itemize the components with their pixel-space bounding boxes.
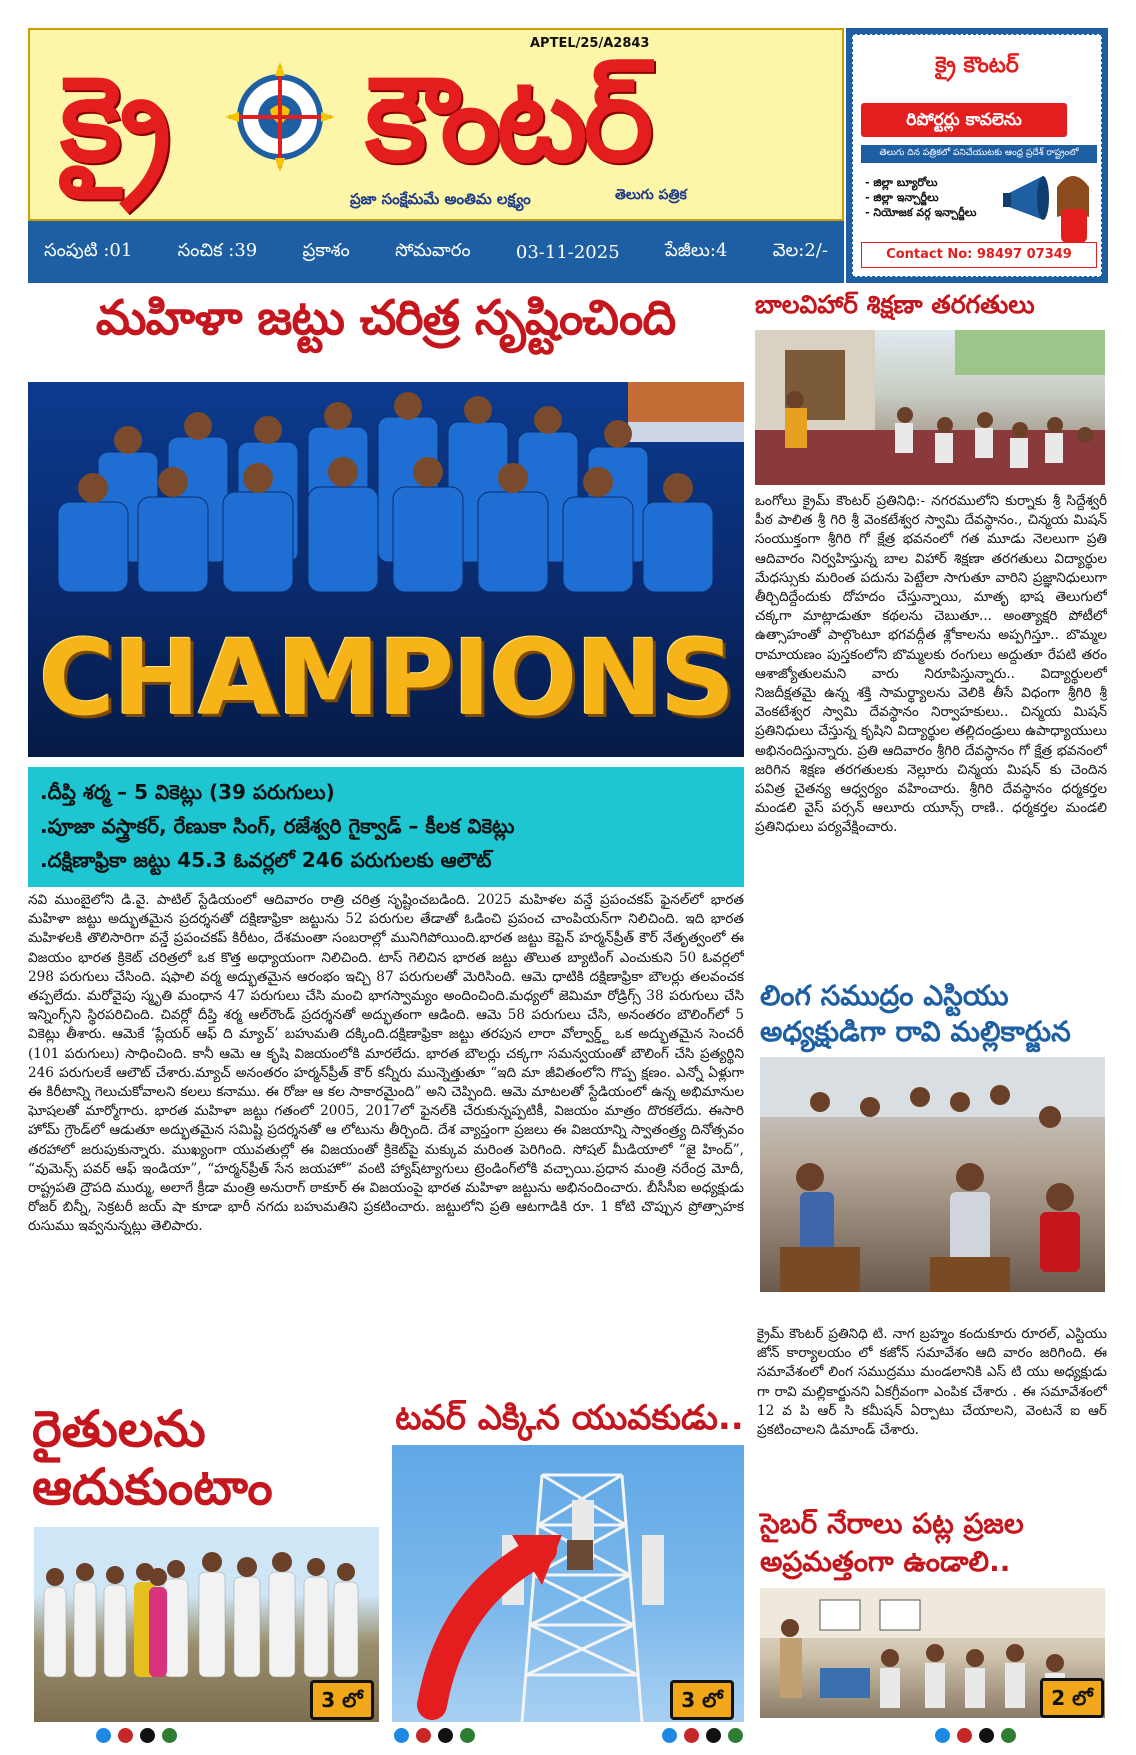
masthead	[28, 28, 844, 221]
price: వెల:2/-	[772, 239, 828, 261]
black-dot	[438, 1728, 453, 1743]
highlight-item: .దక్షిణాఫ్రికా జట్టు 45.3 ఓవర్లలో 246 పరుగులకు ఆలౌట్	[40, 848, 492, 872]
ad-position-item: - జిల్లా ఇన్చార్జీలు	[865, 191, 939, 204]
highlight-item: .పూజా వస్త్రాకర్, రేణుకా సింగ్, రజేశ్వరి గైక్వాడ్ – కీలక వికెట్లు	[40, 814, 515, 838]
issue-info-bar	[28, 221, 844, 283]
main-article-body: నవి ముంబైలోని డి.వై. పాటిల్ స్టేడియంలో ఆదివారం రాత్రి చరిత్ర సృష్టించబడింది. 2025 మహిళల వన్డే ప్రపంచకప్ ఫైనల్‌లో భారత మహిళా జట్టు అద్భుతమైన ప్రదర్శనతో దక్షిణాఫ్రికా జట్టును 52 పరుగుల తేడాతో ఓడించి ప్రపంచ చాంపియన్‌గా నిలిచింది. ఇది భారత మహిళలకి తొలిసారిగా వన్డే ప్రపంచకప్ కిరీటం, దేశమంతా సంబరాల్లో మునిగిపోయింది.భారత జట్టు కెప్టెన్ హర్మన్‌ప్రీత్ కౌర్ నేతృత్వంలో ఈ విజయం భారత క్రికెట్ చరిత్రలో ఒక కొత్త అధ్యాయంగా నిలిచింది. టాస్ గెలిచిన భారత జట్టు తొలుత బ్యాటింగ్ ఎంచుకుని 50 ఓవర్లలో 298 పరుగులు చేసింది. షఫాలి వర్మ అద్భుతమైన ఆరంభం ఇచ్చి 87 పరుగులతో మెరిసింది. ఆమె ధాటికి దక్షిణాఫ్రికా బౌలర్లు తలవంచక తప్పలేదు. మరోవైపు స్మృతి మంధాన 47 పరుగులు చేసి మంచి భాగస్వామ్యం అందించింది.మధ్యలో జెమిమా రోడ్రిగ్స్ 38 పరుగులు చేసి ఇన్నింగ్స్‌ని స్థిరపరిచింది. చివర్లో దీప్తి శర్మ ఆల్‌రౌండ్ ప్రదర్శనతో అద్భుతంగా ఆడింది. ఆమె 58 పరుగులు చేసి, అనంతరం బౌలింగ్‌లో 5 వికెట్లు తీశారు. ఆమెకే ‘ప్లేయర్ ఆఫ్ ది మ్యాచ్’ బహుమతి దక్కింది.దక్షిణాఫ్రికా జట్టు తరపున లారా వోల్వార్డ్ట్ ఒక అద్భుతమైన సెంచరీ (101 పరుగులు) సాధించింది. కానీ ఆమె ఆ కృషి విజయంలోకి మారలేదు. భారత బౌలర్లు చక్కగా సమన్వయంతో బౌలింగ్ చేసి ప్రత్యర్థిని 246 పరుగులకే ఆలౌట్ చేశారు.మ్యాచ్ అనంతరం హర్మన్‌ప్రీత్ కౌర్ కన్నీరు మున్నెత్తుతూ “ఇది మా జీవితంలోని గొప్ప క్షణం. ఎన్నో ఏళ్లుగా ఈ కిరీటాన్ని గెలుచుకోవాలని కలలు కనాము. ఈ రోజు ఆ కల సాకారమైంది” అని చెప్పింది. ఆమె మాటలతో స్టేడియంలో ఉన్న అభిమానుల ఘోషలతో మార్మోగారు. భారత మహిళా జట్టు గతంలో 2005, 2017లో ఫైనల్‌కి చేరుకున్నప్పటికీ, విజయం మాత్రం దొరకలేదు. ఈసారి హోమ్ గ్రౌండ్‌లో ఆడుతూ అద్భుతమైన సమిష్టి ప్రదర్శనతో ఆ లోటును తీర్చింది. దేశ వ్యాప్తంగా ప్రజలు ఈ విజయాన్ని స్వాతంత్ర్య దినోత్సవం తరహాలో జరుపుకున్నారు. ముఖ్యంగా యువతుల్లో ఈ విజయంతో క్రికెట్‌పై మక్కువ మరింత పెరిగింది. సోషల్ మీడియాలో “జై హింద్”, “వుమెన్స్ పవర్ ఆఫ్ ఇండియా”, “హర్మన్‌ప్రీత్ సేన జయహో” వంటి హ్యాష్‌ట్యాగులు ట్రెండింగ్‌లోకి వచ్చాయి.ప్రధాన మంత్రి నరేంద్ర మోదీ, రాష్ట్రపతి ద్రౌపది ముర్ము, అలాగే క్రీడా మంత్రి అనురాగ్ ఠాకూర్ ఈ విజయంపై భారత మహిళా జట్టును అభినందించారు. బీసీసీఐ అధ్యక్షుడు రోజర్ బిన్నీ, సెక్రటరీ జయ్ షా కూడా భారీ నగదు బహుమతిని ప్రకటించారు. జట్టులోని ప్రతి ఆటగాడికి రూ. 1 కోటి చొప్పున ప్రోత్సాహక రుసుము ఇవ్వనున్నట్లు తెలిపారు.	[28, 892, 744, 1235]
tower-teaser-headline: టవర్ ఎక్కిన యువకుడు..	[395, 1398, 744, 1438]
page-reference-badge: 2 లో	[1040, 1678, 1104, 1718]
volume-number: సంపుటి :01	[44, 239, 133, 261]
megaphone-icon	[1001, 163, 1097, 243]
reporters-wanted-ad	[846, 28, 1108, 283]
ad-position-item: - నియోజక వర్గ ఇన్చార్జీలు	[865, 206, 977, 219]
champions-team-photo	[28, 382, 744, 757]
decorative-dots	[662, 1728, 743, 1743]
red-dot	[957, 1728, 972, 1743]
balavihar-class-photo	[755, 330, 1105, 485]
green-dot	[460, 1728, 475, 1743]
black-dot	[140, 1728, 155, 1743]
registration-number: APTEL/25/A2843	[530, 36, 650, 51]
black-dot	[706, 1728, 721, 1743]
black-dot	[979, 1728, 994, 1743]
green-dot	[162, 1728, 177, 1743]
champions-banner-text: CHAMPIONS	[38, 617, 734, 739]
meeting-illustration	[760, 1057, 1105, 1292]
weekday: సోమవారం	[395, 239, 471, 261]
decorative-dots	[96, 1728, 177, 1743]
classroom-illustration	[755, 330, 1105, 485]
edition-place: ప్రకాశం	[302, 239, 350, 261]
ad-positions-list	[865, 175, 976, 220]
blue-dot	[96, 1728, 111, 1743]
newspaper-logo	[60, 44, 710, 194]
ad-title: క్రై కౌంటర్	[935, 53, 1019, 78]
cyber-crime-headline: సైబర్ నేరాలు పట్ల ప్రజల అప్రమత్తంగా ఉండాలి..	[760, 1507, 1024, 1578]
lingasamudram-article-body: క్రైమ్ కౌంటర్ ప్రతినిధి టి. నాగ బ్రహ్మం కందుకూరు రూరల్, ఎస్టియు జోన్ కార్యాలయం లో కజోన్ సమావేశం ఆది వారం జరిగింది. ఈ సమావేశంలో లింగ సముద్రము మండలానికి ఎస్ టి యు అధ్యక్షుడు గా రావి మల్లికార్జునని ఏకగ్రీవంగా ఎంపిక చేశారు . ఈ సమావేశంలో 12 వ పి ఆర్ సి కమీషన్ ఏర్పాటు చేయాలని, వెంటనే ఐ ఆర్ ప్రకటించాలని డిమాండ్ చేశారు.	[757, 1326, 1107, 1439]
decorative-dots	[935, 1728, 1016, 1743]
red-dot	[684, 1728, 699, 1743]
main-headline: మహిళా జట్టు చరిత్ర సృష్టించింది	[95, 290, 676, 346]
issue-date: 03-11-2025	[515, 241, 620, 263]
ad-position-item: - జిల్లా బ్యూరోలు	[865, 176, 938, 189]
red-dot	[416, 1728, 431, 1743]
page-count: పేజీలు:4	[664, 239, 728, 261]
paper-type-label: తెలుగు పత్రిక	[615, 187, 687, 203]
logo-text-part1: క్రై	[60, 50, 168, 188]
lingasamudram-headline: లింగ సముద్రం ఎస్టియు అధ్యక్షుడిగా రావి మల్లికార్జున	[760, 979, 1071, 1048]
balavihar-article-body: ఒంగోలు క్రైమ్ కౌంటర్ ప్రతినిధి:- నగరములోని కుర్నాకు శ్రీ సిద్దేశ్వరీ పీఠ పాలిత శ్రీ గిరి శ్రీ వెంకటేశ్వర స్వామి దేవస్థానం., చిన్మయ మిషన్ సంయుక్తంగా శ్రీగిరి గో క్షేత్ర భవనంలో గత మూడు నెలలుగా ప్రతి ఆదివారం నిర్వహిస్తున్న బాల విహార్ శిక్షణా తరగతులు విద్యార్థుల మేధస్సుకు మరింత పదును పెట్టేలా సాగుతూ వారిని ప్రజ్ఞానిధులుగా తీర్చిదిద్దేందుకు దోహదం చేస్తున్నాయి, మాతృ భాష తెలుగులో చక్కగా మాట్లాడుతూ కథలను చెబుతూ... అంత్యాక్షరి పోటీలో ఉత్సాహంతో పాల్గొంటూ భగవద్గీత శ్లోకాలను అప్పగిస్తూ.. బొమ్మల రామాయణం పుస్తకంలోని బొమ్మలకు రంగులు అద్దుతూ రేపటి తరం ఆశాజ్యోతులమని వారు నిరూపిస్తున్నారు.. విద్యార్థులలో నిజదీక్షతమై ఉన్న శక్తి సామర్థ్యాలను వెలికి తీసే విధంగా శ్రీగిరి శ్రీ వెంకటేశ్వర స్వామి దేవస్థానం నిర్వాహకులు.. చిన్మయ మిషన్ ప్రతినిధులు చేస్తున్న కృషిని విద్యార్థుల తల్లిదండ్రులు ఉపాధ్యాయులు అభినందిస్తున్నారు. ప్రతి ఆదివారం శ్రీగిరి దేవస్థానం గో క్షేత్ర భవనంలో జరిగిన శిక్షణ తరగతులకు నెల్లూరు చిన్మయ మిషన్ కు చెందిన పవిత్ర చైతన్య ఆధ్వర్యం వహించారు. శ్రీగిరి దేవస్థానం ధర్మకర్తల మండలి వైస్ పర్సన్ ఆలూరు యూన్స్ రాణి.. ధర్మకర్తల మండలి ప్రతినిధులు పర్యవేక్షించారు.	[755, 493, 1107, 836]
blue-dot	[935, 1728, 950, 1743]
blue-dot	[662, 1728, 677, 1743]
logo-text-part2: కౌంటర్	[365, 50, 650, 188]
issue-number: సంచిక :39	[177, 239, 258, 261]
highlight-item: .దీప్తి శర్మ – 5 వికెట్లు (39 పరుగులు)	[40, 780, 335, 804]
decorative-dots	[394, 1728, 475, 1743]
ad-subtitle: తెలుగు దిన పత్రికలో పనిచేయుటకు ఆంధ్ర ప్రదేశ్ రాష్ట్రంలో	[861, 145, 1097, 163]
green-dot	[728, 1728, 743, 1743]
balavihar-headline: బాలవిహార్ శిక్షణా తరగతులు	[755, 290, 1035, 319]
match-highlights-box	[28, 767, 744, 887]
stu-meeting-photo	[760, 1057, 1105, 1292]
page-reference-badge: 3 లో	[310, 1680, 374, 1720]
farmers-teaser-headline: రైతులను ఆదుకుంటాం	[32, 1400, 273, 1516]
tagline: ప్రజా సంక్షేమమే అంతిమ లక్ష్యం	[350, 190, 531, 208]
red-dot	[118, 1728, 133, 1743]
page-reference-badge: 3 లో	[670, 1680, 734, 1720]
ad-wanted-banner: రిపోర్టర్లు కావలెను	[861, 103, 1067, 137]
blue-dot	[394, 1728, 409, 1743]
compass-globe-icon	[225, 62, 335, 172]
ad-contact-number: Contact No: 98497 07349	[861, 242, 1097, 268]
green-dot	[1001, 1728, 1016, 1743]
